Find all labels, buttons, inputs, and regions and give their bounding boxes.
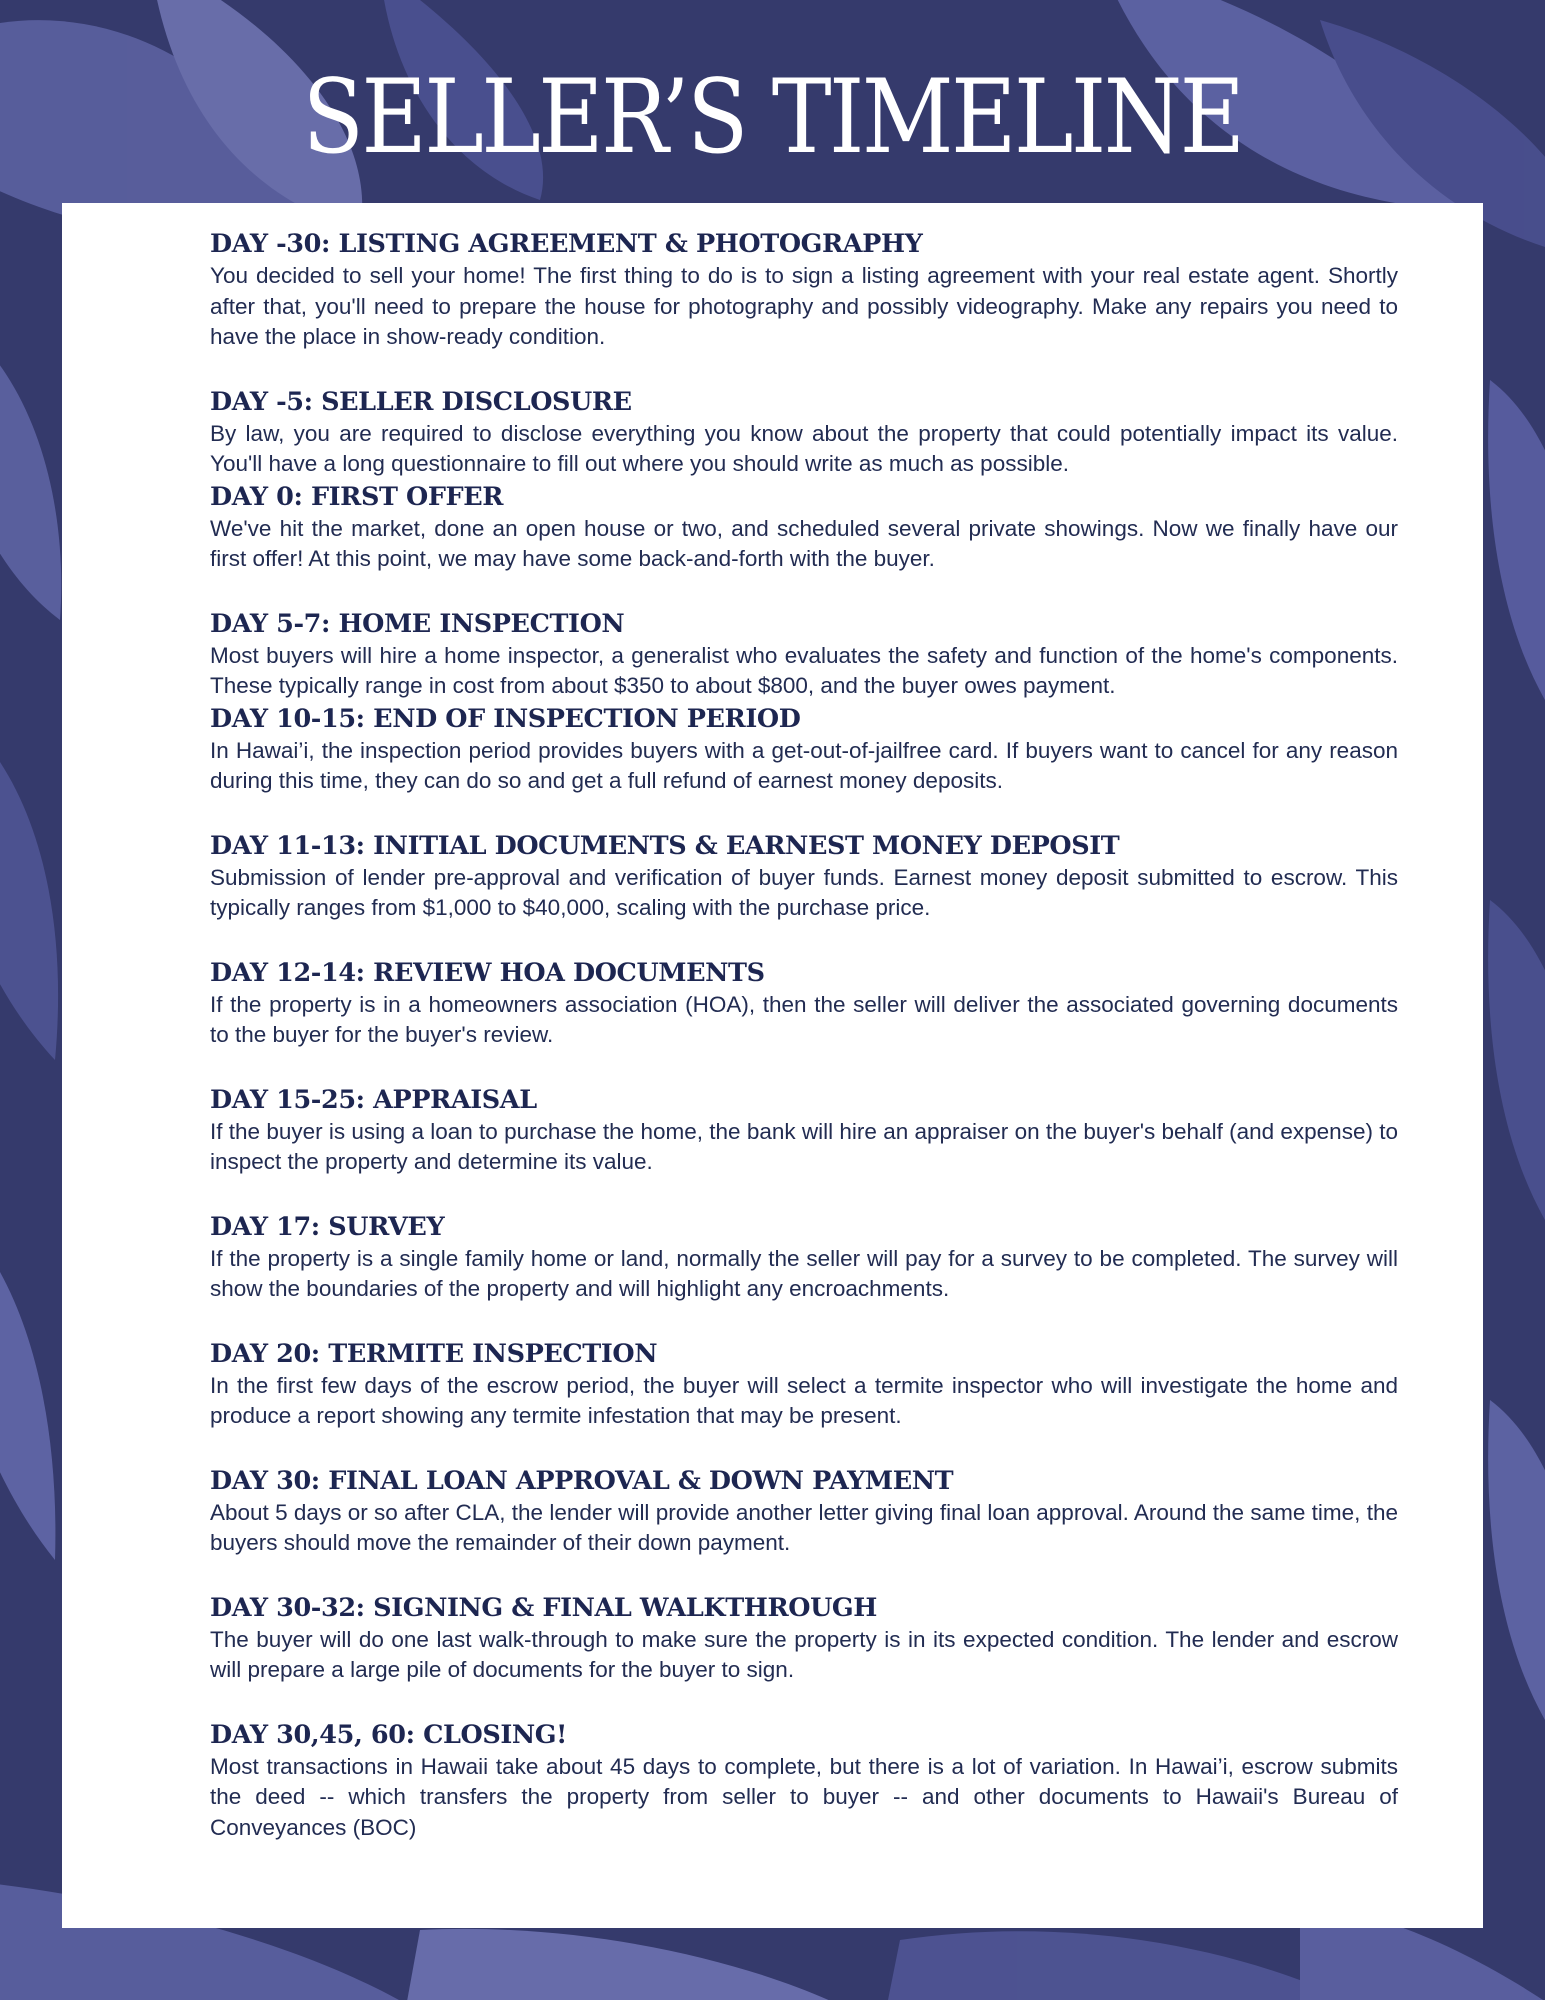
timeline-list [210, 227, 1398, 1843]
timeline-item-body: About 5 days or so after CLA, the lender will provide another letter giving final loan approval. Around the same time, the buyers should move the remainder of their down payment. [210, 1499, 1398, 1555]
timeline-item-body: Most transactions in Hawaii take about 45 days to complete, but there is a lot of variation. In Hawai’i, escrow submits the deed -- which transfers the property from seller to buyer -- and other documents to Hawaii's Bureau of Conveyances (BOC) [210, 1753, 1398, 1840]
timeline-item [210, 1210, 1398, 1305]
timeline-item-title: DAY 12-14: REVIEW HOA DOCUMENTS [210, 957, 765, 988]
timeline-item-body: We've hit the market, done an open house or two, and scheduled several private showings. Now we finally have our first offer! At this point, we may have some back-and-forth with the buyer. [210, 515, 1398, 571]
timeline-item-body: By law, you are required to disclose everything you know about the property that could potentially impact its value. You'll have a long questionnaire to fill out where you should write as much as possible. [210, 420, 1398, 476]
timeline-item [210, 385, 1398, 480]
timeline-item-body: If the buyer is using a loan to purchase the home, the bank will hire an appraiser on the buyer's behalf (and expense) to inspect the property and determine its value. [210, 1118, 1398, 1174]
timeline-item-body: Most buyers will hire a home inspector, a generalist who evaluates the safety and function of the home's components. These typically range in cost from about $350 to about $800, and the buyer owes payment. [210, 642, 1398, 698]
timeline-item-title: DAY 17: SURVEY [210, 1211, 445, 1242]
timeline-item-title: DAY 11-13: INITIAL DOCUMENTS & EARNEST MONEY DEPOSIT [210, 830, 1120, 861]
timeline-item-title: DAY 30,45, 60: CLOSING! [210, 1719, 567, 1750]
timeline-item-title: DAY 30: FINAL LOAN APPROVAL & DOWN PAYMENT [210, 1465, 954, 1496]
timeline-item-body: If the property is in a homeowners association (HOA), then the seller will deliver the associated governing documents to the buyer for the buyer's review. [210, 991, 1398, 1047]
timeline-item [210, 1083, 1398, 1178]
timeline-item-body: In Hawai’i, the inspection period provides buyers with a get-out-of-jailfree card. If buyers want to cancel for any reason during this time, they can do so and get a full refund of earnest money deposits. [210, 737, 1398, 793]
timeline-item [210, 956, 1398, 1051]
timeline-item [210, 1464, 1398, 1559]
timeline-item-title: DAY 0: FIRST OFFER [210, 481, 504, 512]
timeline-item [210, 1337, 1398, 1432]
timeline-item-title: DAY 15-25: APPRAISAL [210, 1084, 537, 1115]
timeline-item [210, 702, 1398, 797]
timeline-item [210, 227, 1398, 353]
timeline-item [210, 607, 1398, 702]
timeline-item [210, 1591, 1398, 1686]
timeline-item [210, 480, 1398, 575]
timeline-item-title: DAY 30-32: SIGNING & FINAL WALKTHROUGH [210, 1592, 877, 1623]
timeline-item-body: The buyer will do one last walk-through to make sure the property is in its expected condition. The lender and escrow will prepare a large pile of documents for the buyer to sign. [210, 1626, 1398, 1682]
timeline-item-body: You decided to sell your home! The first thing to do is to sign a listing agreement with your real estate agent. Shortly after that, you'll need to prepare the house for photography and possibly videography. Make any repairs you need to have the place in show-ready condition. [210, 263, 1398, 349]
timeline-item [210, 829, 1398, 924]
timeline-item-title: DAY -30: LISTING AGREEMENT & PHOTOGRAPHY [210, 229, 923, 259]
timeline-item-title: DAY 20: TERMITE INSPECTION [210, 1338, 658, 1369]
timeline-item-title: DAY 10-15: END OF INSPECTION PERIOD [210, 703, 801, 734]
page-title: SELLER’S TIMELINE [302, 58, 1243, 177]
timeline-item-body: In the first few days of the escrow period, the buyer will select a termite inspector who will investigate the home and produce a report showing any termite infestation that may be present. [210, 1372, 1398, 1428]
timeline-item-body: Submission of lender pre-approval and verification of buyer funds. Earnest money deposit submitted to escrow. This typically ranges from $1,000 to $40,000, scaling with the purchase price. [210, 864, 1398, 920]
timeline-item-title: DAY -5: SELLER DISCLOSURE [210, 386, 632, 417]
timeline-item [210, 1718, 1398, 1844]
timeline-card [62, 203, 1483, 1928]
timeline-item-title: DAY 5-7: HOME INSPECTION [210, 608, 625, 639]
timeline-item-body: If the property is a single family home or land, normally the seller will pay for a survey to be completed. The survey will show the boundaries of the property and will highlight any encroachments. [210, 1245, 1398, 1301]
